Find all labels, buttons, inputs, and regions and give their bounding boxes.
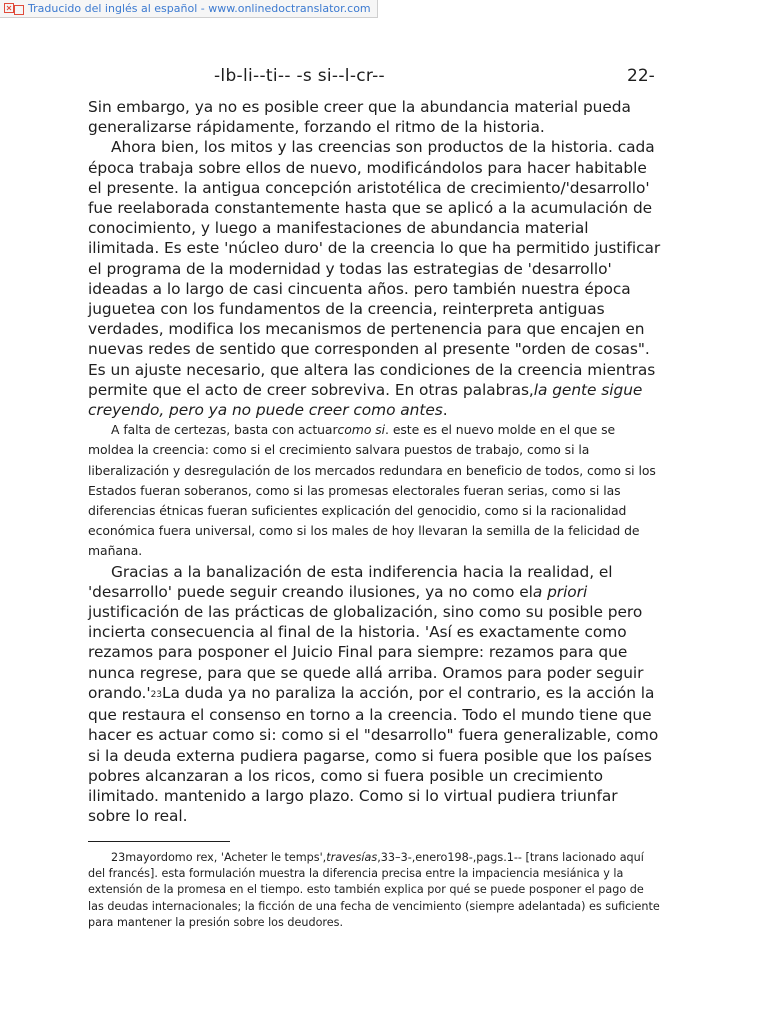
paragraph-4-rest: La duda ya no paraliza la acción, por el contrario, es la acción la que restaura el consenso en torno a la creencia. Todo el mundo tiene que hacer es actuar como si: como si el "desarrollo" fuera generalizable, como si la deuda externa pudiera pagarse, como si fuera posible que los países pobres alcanzaran a los ricos, como si fuera posible un crecimiento ilimitado. mantenido a largo plazo. Como si lo virtual pudiera triunfar sobre lo real. [88,683,659,826]
paragraph-2-end: . [442,401,448,420]
translator-banner[interactable] [0,0,378,18]
banner-text[interactable]: Traducido del inglés al español - www.onlinedoctranslator.com [28,2,371,15]
footnote-marker[interactable]: 23 [150,689,162,700]
paragraph-1: Sin embargo, ya no es posible creer que la abundancia material pueda generalizarse rápidamente, forzando el ritmo de la historia. [88,98,631,137]
main-text [88,97,664,826]
paragraph-4-start: Gracias a la banalización de esta indiferencia hacia la realidad, el 'desarrollo' puede seguir creando ilusiones, ya no como el [88,562,613,601]
paragraph-3-rest: . este es el nuevo molde en el que se moldea la creencia: como si el crecimiento salvara puestos de trabajo, como si la liberalización y desregulación de los mercados redundara en beneficio de todos, como si los Estados fueran soberanos, como si las promesas electorales fueran serias, como si las diferencias étnicas fueran suficientes explicación del genocidio, como si la racionalidad económica fuera universal, como si los males de hoy llevaran la semilla de la felicidad de mañana. [88,422,656,559]
paragraph-3-emphasis: como si [337,422,386,438]
paragraph-4-emphasis: a priori [532,582,588,601]
paragraph-4 [88,562,664,827]
paragraph-2 [88,137,664,420]
running-title: -lb-li--ti-- -s si--l-cr-- [214,66,385,86]
footnote-rest: ,33–3-,enero198-,pags.1-- [trans lacionado aquí del francés]. esta formulación muestra la diferencia precisa entre la impaciencia mesiánica y la extensión de la promesa en el tiempo. esto también explica por qué se puede posponer el pago de las deudas internacionales; la ficción de una fecha de vencimiento (siempre adelantada) es suficiente para mantener la presión sobre los deudores. [88,851,660,929]
paragraph-2-text: Ahora bien, los mitos y las creencias son productos de la historia. cada época trabaja sobre ellos de nuevo, modificándolos para hacer habitable el presente. la antigua concepción aristotélica de crecimiento/'desarrollo' fue reelaborada constantemente hasta que se aplicó a la acumulación de conocimiento, y luego a manifestaciones de abundancia material ilimitada. Es este 'núcleo duro' de la creencia lo que ha permitido justificar el programa de la modernidad y todas las estrategias de 'desarrollo' ideadas a lo largo de casi cincuenta años. pero también nuestra época juguetea con los fundamentos de la creencia, reinterpreta antiguas verdades, modifica los mecanismos de pertenencia para que encajen en nuevas redes de sentido que corresponden al presente "orden de cosas". Es un ajuste necesario, que altera las condiciones de la creencia mientras permite que el acto de creer sobreviva. En otras palabras, [88,138,661,399]
translator-logo-icon [4,3,24,15]
paragraph-3-start: A falta de certezas, basta con actuar [111,422,338,438]
page-header [0,66,768,90]
footnote-23 [88,850,660,931]
footnote-journal: travesías [326,851,378,864]
paragraph-4-mid: justificación de las prácticas de globalización, sino como su posible pero incierta consecuencia al final de la historia. 'Así es exactamente como rezamos para posponer el Juicio Final para siempre: rezamos para que nunca regrese, para que se quede allá arriba. Oramos para poder seguir orando.' [88,603,644,702]
footnote-start: 23mayordomo rex, 'Acheter le temps', [111,851,327,864]
footnote [88,850,660,931]
page-number: 22- [627,66,655,86]
paragraph-3 [88,420,664,561]
footnote-divider [88,841,230,842]
paragraph-2-emphasis: la gente sigue creyendo, pero ya no puede creer como antes [88,380,643,420]
